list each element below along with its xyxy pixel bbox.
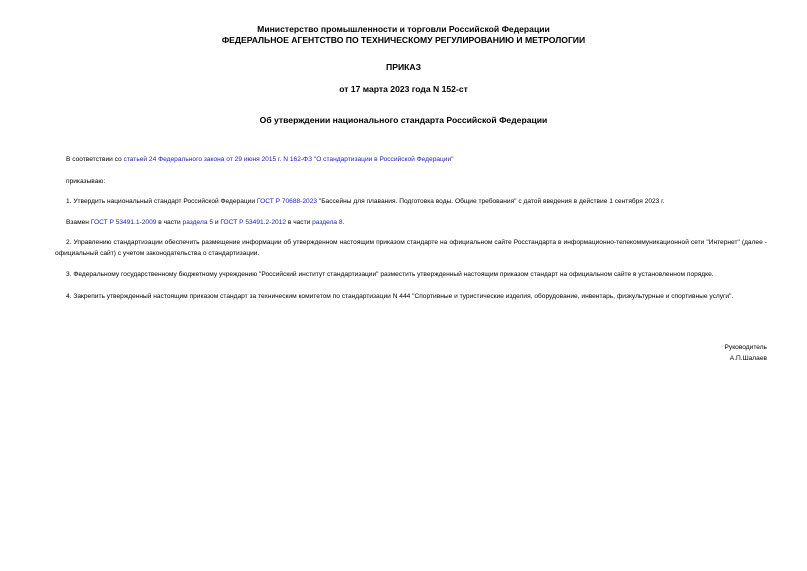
document-type: ПРИКАЗ [386, 62, 421, 72]
gost-53491-2-link[interactable]: ГОСТ Р 53491.2-2012 [220, 219, 287, 226]
gost-53491-1-link[interactable]: ГОСТ Р 53491.1-2009 [90, 219, 157, 226]
ministry-name: Министерство промышленности и торговли Российской Федерации [257, 24, 550, 34]
item-1-text: 1. Утвердить национальный стандарт Российской Федерации [66, 198, 257, 205]
replace-mid-2: и [213, 219, 221, 226]
signatory-title: Руководитель [724, 344, 767, 351]
agency-name: ФЕДЕРАЛЬНОЕ АГЕНТСТВО ПО ТЕХНИЧЕСКОМУ РЕГУЛИРОВАНИЮ И МЕТРОЛОГИИ [221, 35, 586, 45]
gost-70688-link[interactable]: ГОСТ Р 70688-2023 [256, 198, 318, 205]
replace-suffix: . [342, 219, 345, 226]
item-1-text-end: "Бассейны для плавания. Подготовка воды. Общие требования" с датой введения в действие 1 сентября 2023 г. [317, 198, 665, 205]
replace-prefix: Взамен [66, 219, 91, 226]
item-4-paragraph: 4. Закрепить утвержденный настоящим приказом стандарт за техническим комитетом по стандартизации N 444 "Спортивные и туристические изделия, оборудование, инвентарь, физкультурные и спортивные услуги". [66, 293, 734, 300]
section-8-link[interactable]: раздела 8 [312, 219, 343, 226]
preamble-paragraph [55, 154, 767, 165]
order-word: приказываю: [66, 178, 106, 185]
federal-law-link[interactable]: статьей 24 Федерального закона от 29 июня 2015 г. N 162-ФЗ "О стандартизации в Российской Федерации" [123, 156, 454, 163]
preamble-text: В соответствии со [66, 156, 124, 163]
replace-mid-1: в части [156, 219, 183, 226]
replace-mid-3: в части [286, 219, 313, 226]
item-2-paragraph: 2. Управлению стандартизации обеспечить размещение информации об утвержденном настоящим приказом стандарте на официальном сайте Росстандарта в информационно-телекоммуникационной сети "Интернет" (далее - официальный сайт) с учетом законодательства о стандартизации. [55, 239, 767, 257]
section-5-link[interactable]: раздела 5 [182, 219, 213, 226]
signatory-name: А.П.Шалаев [729, 355, 767, 362]
document-subject: Об утверждении национального стандарта Российской Федерации [259, 115, 548, 125]
item-1-paragraph [55, 196, 767, 207]
replace-paragraph [55, 217, 767, 228]
item-3-paragraph: 3. Федеральному государственному бюджетному учреждению "Российский институт стандартизации" разместить утвержденный настоящим приказом стандарт на официальном сайте в установленном порядке. [66, 271, 714, 278]
document-date-number: от 17 марта 2023 года N 152-ст [339, 84, 468, 94]
